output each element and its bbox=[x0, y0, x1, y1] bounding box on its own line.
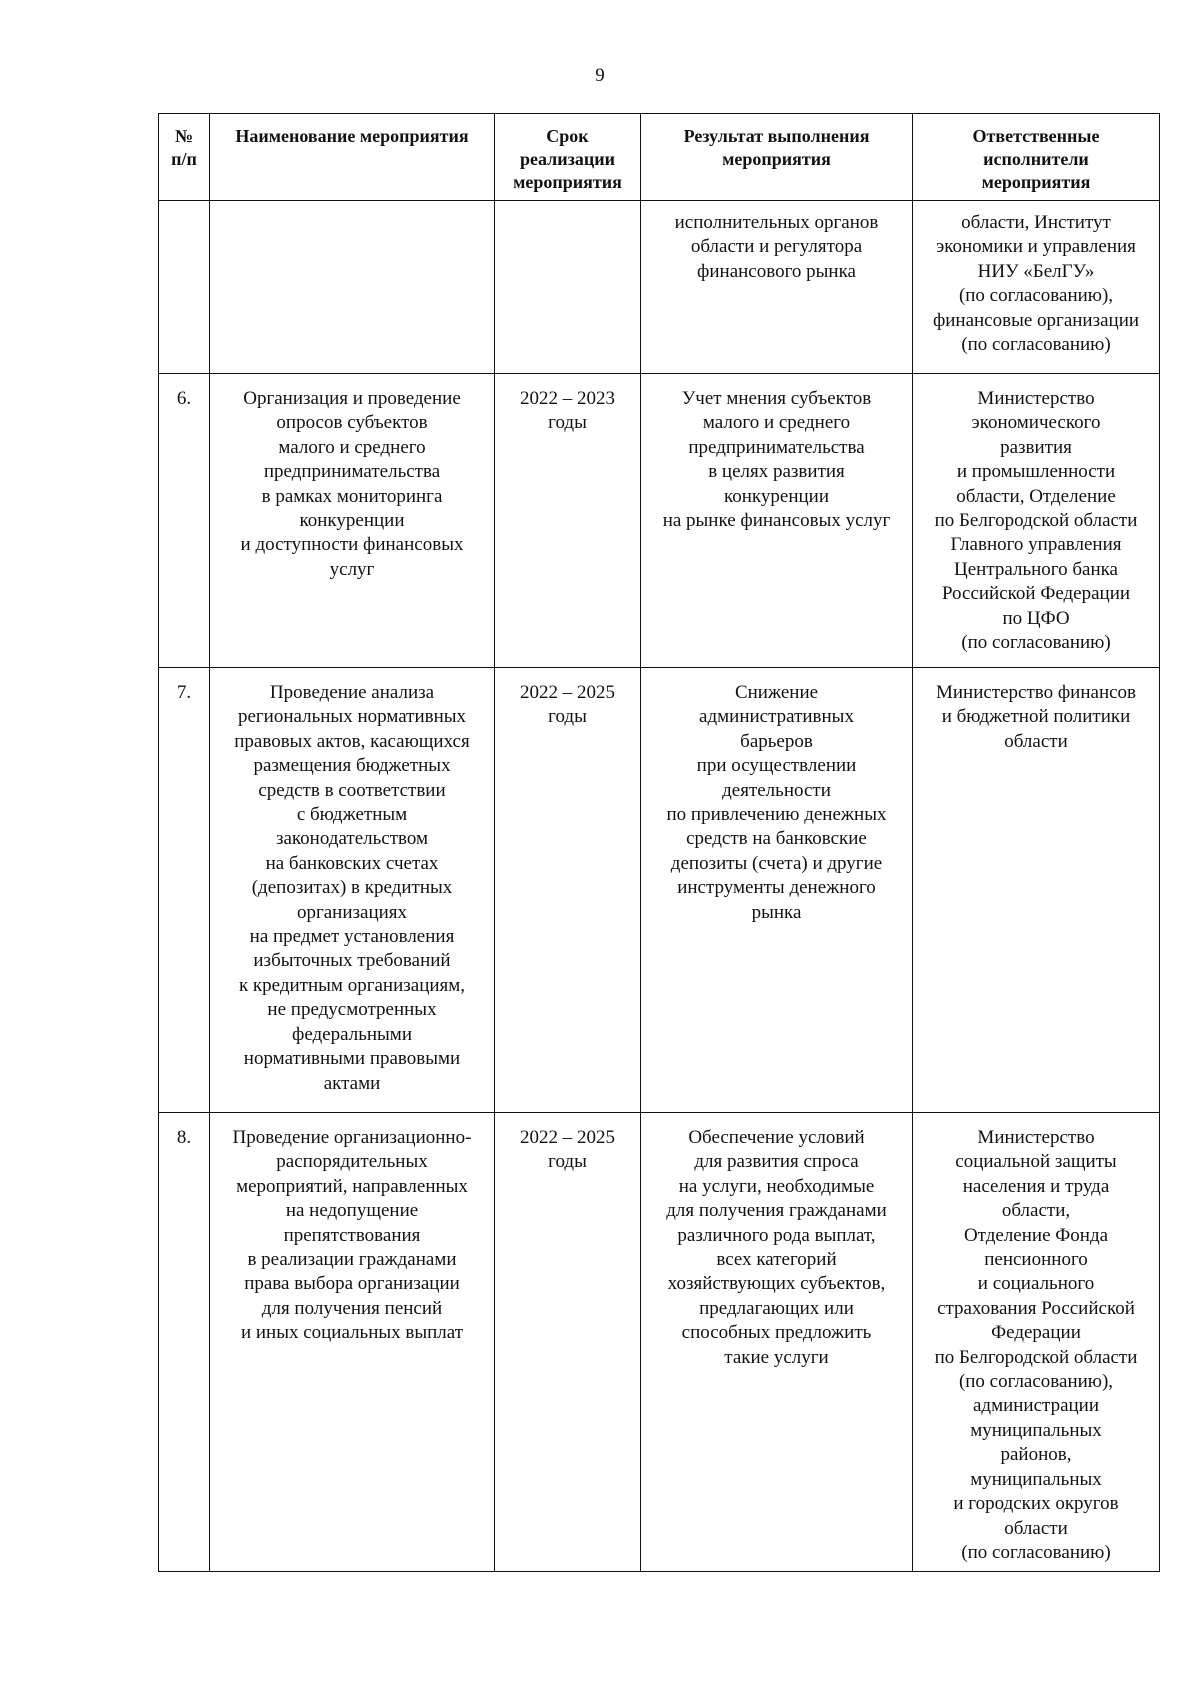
measure-result: Учет мнения субъектов малого и среднего предпринимательства в целях развития конкуренции на рынке финансовых услуг bbox=[641, 374, 913, 668]
header-term: Срок реализации мероприятия bbox=[495, 114, 641, 201]
measure-result: исполнительных органов области и регулятора финансового рынка bbox=[641, 201, 913, 374]
measure-name: Проведение анализа региональных нормативных правовых актов, касающихся размещения бюджетных средств в соответствии с бюджетным законодательством на банковских счетах (депозитах) в кредитных организациях на предмет установления избыточных требований к кредитным организациям, не предусмотренных федеральными нормативными правовыми актами bbox=[210, 668, 495, 1113]
header-number: № п/п bbox=[159, 114, 210, 201]
implementation-term: 2022 – 2025 годы bbox=[495, 1113, 641, 1572]
row-number: 8. bbox=[159, 1113, 210, 1572]
table-header-row bbox=[159, 114, 1160, 201]
measures-table bbox=[158, 113, 1160, 1572]
responsible-executors: Министерство социальной защиты населения и труда области, Отделение Фонда пенсионного и социального страхования Российской Федерации по Белгородской области (по согласованию), администрации муниципальных районов, муниципальных и городских округов области (по согласованию) bbox=[913, 1113, 1160, 1572]
table-row bbox=[159, 201, 1160, 374]
measure-result: Обеспечение условий для развития спроса на услуги, необходимые для получения гражданами различного рода выплат, всех категорий хозяйствующих субъектов, предлагающих или способных предложить такие услуги bbox=[641, 1113, 913, 1572]
measure-name: Организация и проведение опросов субъектов малого и среднего предпринимательства в рамках мониторинга конкуренции и доступности финансовых услуг bbox=[210, 374, 495, 668]
page-number: 9 bbox=[595, 65, 605, 86]
header-responsible: Ответственные исполнители мероприятия bbox=[913, 114, 1160, 201]
table-row bbox=[159, 1113, 1160, 1572]
table-row bbox=[159, 668, 1160, 1113]
header-measure-name: Наименование мероприятия bbox=[210, 114, 495, 201]
table-row bbox=[159, 374, 1160, 668]
responsible-executors: Министерство экономического развития и промышленности области, Отделение по Белгородской области Главного управления Центрального банка Российской Федерации по ЦФО (по согласованию) bbox=[913, 374, 1160, 668]
row-number: 6. bbox=[159, 374, 210, 668]
measure-result: Снижение административных барьеров при осуществлении деятельности по привлечению денежных средств на банковские депозиты (счета) и другие инструменты денежного рынка bbox=[641, 668, 913, 1113]
implementation-term: 2022 – 2025 годы bbox=[495, 668, 641, 1113]
row-number: 7. bbox=[159, 668, 210, 1113]
responsible-executors: Министерство финансов и бюджетной политики области bbox=[913, 668, 1160, 1113]
measure-name: Проведение организационно- распорядительных мероприятий, направленных на недопущение препятствования в реализации гражданами права выбора организации для получения пенсий и иных социальных выплат bbox=[210, 1113, 495, 1572]
header-result: Результат выполнения мероприятия bbox=[641, 114, 913, 201]
implementation-term: 2022 – 2023 годы bbox=[495, 374, 641, 668]
measure-name bbox=[210, 201, 495, 374]
responsible-executors: области, Институт экономики и управления НИУ «БелГУ» (по согласованию), финансовые организации (по согласованию) bbox=[913, 201, 1160, 374]
row-number bbox=[159, 201, 210, 374]
implementation-term bbox=[495, 201, 641, 374]
